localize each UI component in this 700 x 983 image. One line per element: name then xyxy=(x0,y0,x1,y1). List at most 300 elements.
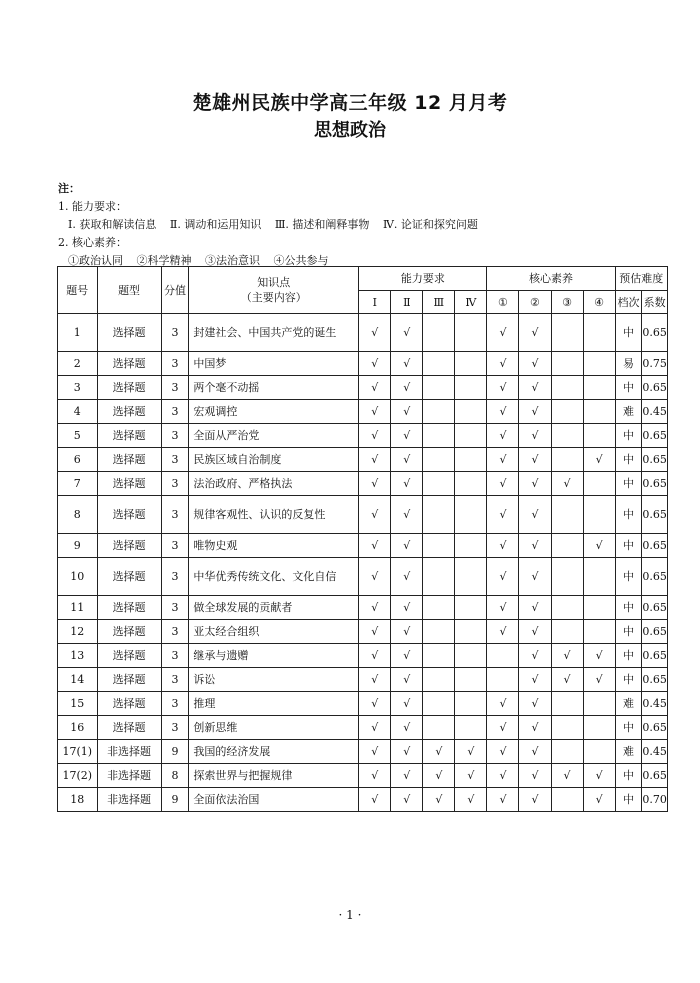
cell-ability-2: √ xyxy=(391,448,423,472)
table-row xyxy=(58,764,668,788)
cell-literacy-4: √ xyxy=(583,448,615,472)
cell-ability-3 xyxy=(423,376,455,400)
ability-item: Ⅳ. 论证和探究问题 xyxy=(382,218,478,231)
cell-literacy-1: √ xyxy=(487,620,519,644)
cell-ability-4 xyxy=(455,376,487,400)
cell-type: 选择题 xyxy=(97,448,161,472)
cell-ability-3 xyxy=(423,400,455,424)
cell-literacy-1: √ xyxy=(487,788,519,812)
table-row xyxy=(58,644,668,668)
header-difficulty: 预估难度 xyxy=(615,267,667,291)
cell-literacy-1: √ xyxy=(487,534,519,558)
cell-level: 中 xyxy=(615,596,642,620)
cell-ability-2: √ xyxy=(391,740,423,764)
cell-topic: 诉讼 xyxy=(189,668,359,692)
cell-type: 非选择题 xyxy=(97,788,161,812)
literacy-item: ①政治认同 xyxy=(68,254,123,267)
cell-ability-1: √ xyxy=(359,352,391,376)
cell-ability-2: √ xyxy=(391,692,423,716)
cell-literacy-3 xyxy=(551,692,583,716)
table-row xyxy=(58,496,668,534)
cell-literacy-4: √ xyxy=(583,644,615,668)
ability-item: Ⅲ. 描述和阐释事物 xyxy=(274,218,370,231)
notes-heading: 注： xyxy=(58,182,80,195)
cell-topic: 全面从严治党 xyxy=(189,424,359,448)
cell-ability-1: √ xyxy=(359,472,391,496)
cell-literacy-2: √ xyxy=(519,620,551,644)
cell-literacy-1: √ xyxy=(487,692,519,716)
cell-topic: 中国梦 xyxy=(189,352,359,376)
cell-level: 中 xyxy=(615,314,642,352)
header-ability-1: Ⅰ xyxy=(359,291,391,314)
cell-coefficient: 0.65 xyxy=(642,716,668,740)
cell-coefficient: 0.65 xyxy=(642,644,668,668)
header-ability: 能力要求 xyxy=(359,267,487,291)
cell-level: 中 xyxy=(615,376,642,400)
cell-ability-4: √ xyxy=(455,764,487,788)
cell-topic: 中华优秀传统文化、文化自信 xyxy=(189,558,359,596)
cell-ability-2: √ xyxy=(391,558,423,596)
cell-ability-4 xyxy=(455,558,487,596)
cell-coefficient: 0.65 xyxy=(642,496,668,534)
cell-type: 选择题 xyxy=(97,314,161,352)
cell-literacy-1: √ xyxy=(487,716,519,740)
cell-coefficient: 0.65 xyxy=(642,558,668,596)
cell-score: 8 xyxy=(161,764,189,788)
cell-literacy-1 xyxy=(487,644,519,668)
cell-ability-3 xyxy=(423,692,455,716)
cell-score: 3 xyxy=(161,496,189,534)
cell-ability-1: √ xyxy=(359,448,391,472)
table-row xyxy=(58,376,668,400)
cell-coefficient: 0.45 xyxy=(642,400,668,424)
header-literacy-3: ③ xyxy=(551,291,583,314)
cell-level: 难 xyxy=(615,400,642,424)
cell-literacy-2: √ xyxy=(519,352,551,376)
cell-number: 6 xyxy=(58,448,98,472)
cell-type: 选择题 xyxy=(97,496,161,534)
cell-literacy-1: √ xyxy=(487,314,519,352)
cell-ability-1: √ xyxy=(359,400,391,424)
cell-ability-4 xyxy=(455,472,487,496)
cell-ability-4 xyxy=(455,448,487,472)
cell-score: 3 xyxy=(161,472,189,496)
cell-ability-2: √ xyxy=(391,644,423,668)
cell-ability-1: √ xyxy=(359,424,391,448)
cell-level: 中 xyxy=(615,448,642,472)
header-literacy-4: ④ xyxy=(583,291,615,314)
table-row xyxy=(58,472,668,496)
cell-literacy-4 xyxy=(583,496,615,534)
cell-topic: 做全球发展的贡献者 xyxy=(189,596,359,620)
literacy-item: ②科学精神 xyxy=(136,254,192,267)
literacy-item: ④公共参与 xyxy=(273,254,329,267)
cell-number: 10 xyxy=(58,558,98,596)
cell-number: 2 xyxy=(58,352,98,376)
cell-coefficient: 0.65 xyxy=(642,376,668,400)
cell-literacy-4 xyxy=(583,472,615,496)
cell-type: 非选择题 xyxy=(97,740,161,764)
cell-ability-3 xyxy=(423,716,455,740)
cell-ability-3 xyxy=(423,620,455,644)
cell-literacy-1 xyxy=(487,668,519,692)
exam-spec-table xyxy=(57,266,668,812)
cell-number: 12 xyxy=(58,620,98,644)
cell-level: 中 xyxy=(615,496,642,534)
cell-literacy-3 xyxy=(551,620,583,644)
cell-coefficient: 0.65 xyxy=(642,534,668,558)
table-row xyxy=(58,448,668,472)
notes-item-literacy: 2. 核心素养： xyxy=(58,236,127,249)
cell-ability-4 xyxy=(455,596,487,620)
cell-literacy-4 xyxy=(583,314,615,352)
cell-ability-1: √ xyxy=(359,534,391,558)
cell-coefficient: 0.65 xyxy=(642,472,668,496)
cell-score: 3 xyxy=(161,352,189,376)
cell-ability-4 xyxy=(455,400,487,424)
cell-ability-2: √ xyxy=(391,472,423,496)
cell-score: 3 xyxy=(161,424,189,448)
cell-number: 18 xyxy=(58,788,98,812)
cell-literacy-4 xyxy=(583,596,615,620)
cell-ability-4 xyxy=(455,496,487,534)
cell-ability-2: √ xyxy=(391,620,423,644)
header-score: 分值 xyxy=(161,267,189,314)
cell-literacy-4 xyxy=(583,620,615,644)
cell-type: 选择题 xyxy=(97,534,161,558)
cell-literacy-3 xyxy=(551,596,583,620)
cell-number: 8 xyxy=(58,496,98,534)
table-row xyxy=(58,352,668,376)
cell-ability-1: √ xyxy=(359,644,391,668)
header-literacy-1: ① xyxy=(487,291,519,314)
cell-type: 选择题 xyxy=(97,400,161,424)
cell-literacy-1: √ xyxy=(487,424,519,448)
cell-literacy-3 xyxy=(551,424,583,448)
cell-ability-1: √ xyxy=(359,496,391,534)
cell-number: 4 xyxy=(58,400,98,424)
cell-literacy-3 xyxy=(551,558,583,596)
cell-topic: 宏观调控 xyxy=(189,400,359,424)
notes-item-ability: 1. 能力要求： xyxy=(58,200,127,213)
cell-number: 14 xyxy=(58,668,98,692)
cell-topic: 唯物史观 xyxy=(189,534,359,558)
cell-literacy-4: √ xyxy=(583,668,615,692)
cell-ability-1: √ xyxy=(359,376,391,400)
cell-score: 3 xyxy=(161,716,189,740)
cell-ability-4 xyxy=(455,424,487,448)
table-row xyxy=(58,668,668,692)
cell-number: 5 xyxy=(58,424,98,448)
cell-literacy-3 xyxy=(551,788,583,812)
table-row xyxy=(58,740,668,764)
cell-literacy-3: √ xyxy=(551,764,583,788)
cell-ability-2: √ xyxy=(391,352,423,376)
ability-item: Ⅱ. 调动和运用知识 xyxy=(169,218,262,231)
cell-ability-3 xyxy=(423,352,455,376)
cell-literacy-2: √ xyxy=(519,496,551,534)
cell-literacy-3: √ xyxy=(551,668,583,692)
cell-ability-2: √ xyxy=(391,376,423,400)
cell-level: 中 xyxy=(615,534,642,558)
cell-ability-2: √ xyxy=(391,596,423,620)
cell-literacy-1: √ xyxy=(487,448,519,472)
cell-level: 中 xyxy=(615,472,642,496)
cell-ability-4 xyxy=(455,352,487,376)
cell-level: 中 xyxy=(615,668,642,692)
cell-score: 3 xyxy=(161,692,189,716)
header-ability-2: Ⅱ xyxy=(391,291,423,314)
cell-ability-1: √ xyxy=(359,692,391,716)
cell-ability-3 xyxy=(423,596,455,620)
cell-level: 中 xyxy=(615,424,642,448)
cell-literacy-2: √ xyxy=(519,740,551,764)
cell-topic: 亚太经合组织 xyxy=(189,620,359,644)
cell-literacy-3: √ xyxy=(551,644,583,668)
cell-ability-3 xyxy=(423,668,455,692)
cell-ability-2: √ xyxy=(391,716,423,740)
cell-level: 中 xyxy=(615,558,642,596)
cell-number: 15 xyxy=(58,692,98,716)
header-ability-4: Ⅳ xyxy=(455,291,487,314)
cell-score: 3 xyxy=(161,644,189,668)
cell-literacy-3 xyxy=(551,740,583,764)
header-ability-3: Ⅲ xyxy=(423,291,455,314)
cell-topic: 推理 xyxy=(189,692,359,716)
cell-literacy-4: √ xyxy=(583,534,615,558)
cell-coefficient: 0.45 xyxy=(642,692,668,716)
cell-score: 3 xyxy=(161,400,189,424)
cell-ability-3 xyxy=(423,534,455,558)
cell-coefficient: 0.65 xyxy=(642,620,668,644)
page-title: 楚雄州民族中学高三年级 12 月月考 xyxy=(192,92,508,114)
cell-score: 9 xyxy=(161,788,189,812)
cell-literacy-2: √ xyxy=(519,376,551,400)
cell-ability-2: √ xyxy=(391,764,423,788)
table-row xyxy=(58,788,668,812)
cell-ability-2: √ xyxy=(391,788,423,812)
table-header-row xyxy=(58,267,668,291)
cell-score: 3 xyxy=(161,448,189,472)
cell-score: 3 xyxy=(161,534,189,558)
cell-ability-3: √ xyxy=(423,788,455,812)
ability-list xyxy=(58,216,478,234)
table-row xyxy=(58,716,668,740)
cell-ability-4 xyxy=(455,620,487,644)
cell-literacy-2: √ xyxy=(519,596,551,620)
cell-ability-1: √ xyxy=(359,596,391,620)
cell-coefficient: 0.45 xyxy=(642,740,668,764)
cell-ability-2: √ xyxy=(391,400,423,424)
header-type: 题型 xyxy=(97,267,161,314)
cell-ability-3 xyxy=(423,496,455,534)
cell-literacy-2: √ xyxy=(519,668,551,692)
cell-ability-4 xyxy=(455,534,487,558)
cell-number: 9 xyxy=(58,534,98,558)
cell-literacy-2: √ xyxy=(519,764,551,788)
cell-type: 选择题 xyxy=(97,596,161,620)
cell-type: 选择题 xyxy=(97,424,161,448)
cell-ability-4 xyxy=(455,668,487,692)
cell-number: 16 xyxy=(58,716,98,740)
cell-literacy-1: √ xyxy=(487,596,519,620)
ability-item: Ⅰ. 获取和解读信息 xyxy=(68,218,157,231)
cell-literacy-1: √ xyxy=(487,352,519,376)
cell-ability-3 xyxy=(423,558,455,596)
header-literacy-2: ② xyxy=(519,291,551,314)
table-row xyxy=(58,620,668,644)
cell-literacy-2: √ xyxy=(519,314,551,352)
cell-literacy-2: √ xyxy=(519,448,551,472)
cell-type: 选择题 xyxy=(97,376,161,400)
cell-ability-1: √ xyxy=(359,668,391,692)
cell-score: 3 xyxy=(161,620,189,644)
cell-level: 难 xyxy=(615,740,642,764)
cell-literacy-3 xyxy=(551,716,583,740)
cell-literacy-4 xyxy=(583,424,615,448)
cell-literacy-3 xyxy=(551,448,583,472)
cell-level: 易 xyxy=(615,352,642,376)
cell-literacy-3 xyxy=(551,534,583,558)
cell-literacy-2: √ xyxy=(519,644,551,668)
cell-literacy-1: √ xyxy=(487,400,519,424)
cell-type: 选择题 xyxy=(97,668,161,692)
cell-topic: 全面依法治国 xyxy=(189,788,359,812)
cell-score: 3 xyxy=(161,314,189,352)
cell-topic: 探索世界与把握规律 xyxy=(189,764,359,788)
header-knowledge-label: 知识点 xyxy=(257,276,291,289)
notes-section xyxy=(58,180,478,270)
cell-type: 选择题 xyxy=(97,352,161,376)
cell-literacy-2: √ xyxy=(519,472,551,496)
cell-level: 中 xyxy=(615,788,642,812)
header-level: 档次 xyxy=(615,291,642,314)
cell-number: 1 xyxy=(58,314,98,352)
cell-literacy-1: √ xyxy=(487,376,519,400)
cell-number: 17(2) xyxy=(58,764,98,788)
cell-level: 中 xyxy=(615,620,642,644)
cell-type: 非选择题 xyxy=(97,764,161,788)
cell-number: 3 xyxy=(58,376,98,400)
cell-literacy-3 xyxy=(551,376,583,400)
cell-ability-3: √ xyxy=(423,740,455,764)
cell-score: 3 xyxy=(161,376,189,400)
header-literacy: 核心素养 xyxy=(487,267,615,291)
header-number: 题号 xyxy=(58,267,98,314)
cell-type: 选择题 xyxy=(97,716,161,740)
table-row xyxy=(58,400,668,424)
cell-level: 中 xyxy=(615,764,642,788)
cell-ability-4 xyxy=(455,314,487,352)
cell-topic: 继承与遗赠 xyxy=(189,644,359,668)
cell-coefficient: 0.70 xyxy=(642,788,668,812)
table-body xyxy=(58,314,668,812)
cell-literacy-2: √ xyxy=(519,716,551,740)
cell-topic: 规律客观性、认识的反复性 xyxy=(189,496,359,534)
cell-topic: 两个毫不动摇 xyxy=(189,376,359,400)
cell-literacy-2: √ xyxy=(519,558,551,596)
cell-score: 3 xyxy=(161,668,189,692)
cell-ability-3 xyxy=(423,424,455,448)
cell-ability-3 xyxy=(423,472,455,496)
cell-literacy-1: √ xyxy=(487,558,519,596)
cell-number: 11 xyxy=(58,596,98,620)
cell-ability-1: √ xyxy=(359,716,391,740)
cell-literacy-4 xyxy=(583,740,615,764)
cell-literacy-3 xyxy=(551,314,583,352)
cell-literacy-4: √ xyxy=(583,788,615,812)
cell-topic: 民族区域自治制度 xyxy=(189,448,359,472)
cell-ability-3: √ xyxy=(423,764,455,788)
cell-literacy-4 xyxy=(583,692,615,716)
cell-number: 17(1) xyxy=(58,740,98,764)
cell-ability-1: √ xyxy=(359,314,391,352)
cell-score: 9 xyxy=(161,740,189,764)
cell-ability-4: √ xyxy=(455,788,487,812)
cell-ability-1: √ xyxy=(359,764,391,788)
header-coefficient: 系数 xyxy=(642,291,668,314)
cell-literacy-1: √ xyxy=(487,764,519,788)
cell-topic: 我国的经济发展 xyxy=(189,740,359,764)
cell-literacy-2: √ xyxy=(519,424,551,448)
cell-ability-3 xyxy=(423,314,455,352)
cell-coefficient: 0.75 xyxy=(642,352,668,376)
cell-literacy-2: √ xyxy=(519,400,551,424)
cell-type: 选择题 xyxy=(97,558,161,596)
cell-coefficient: 0.65 xyxy=(642,764,668,788)
cell-level: 中 xyxy=(615,716,642,740)
cell-literacy-3 xyxy=(551,496,583,534)
cell-ability-2: √ xyxy=(391,534,423,558)
cell-ability-1: √ xyxy=(359,788,391,812)
cell-literacy-3 xyxy=(551,352,583,376)
cell-literacy-2: √ xyxy=(519,534,551,558)
table-row xyxy=(58,424,668,448)
cell-ability-2: √ xyxy=(391,424,423,448)
cell-level: 中 xyxy=(615,644,642,668)
cell-type: 选择题 xyxy=(97,692,161,716)
literacy-item: ③法治意识 xyxy=(205,254,260,267)
cell-topic: 法治政府、严格执法 xyxy=(189,472,359,496)
cell-literacy-4 xyxy=(583,376,615,400)
cell-level: 难 xyxy=(615,692,642,716)
cell-number: 13 xyxy=(58,644,98,668)
cell-score: 3 xyxy=(161,596,189,620)
cell-type: 选择题 xyxy=(97,644,161,668)
cell-ability-2: √ xyxy=(391,496,423,534)
cell-ability-4 xyxy=(455,692,487,716)
page-number: · 1 · xyxy=(338,908,362,922)
header-knowledge xyxy=(189,267,359,314)
cell-literacy-4 xyxy=(583,352,615,376)
cell-literacy-1: √ xyxy=(487,740,519,764)
cell-ability-4: √ xyxy=(455,740,487,764)
cell-type: 选择题 xyxy=(97,620,161,644)
header-knowledge-sub: （主要内容） xyxy=(240,291,307,304)
page-subtitle: 思想政治 xyxy=(314,120,386,141)
table-row xyxy=(58,314,668,352)
cell-literacy-3: √ xyxy=(551,472,583,496)
cell-literacy-2: √ xyxy=(519,788,551,812)
table-row xyxy=(58,558,668,596)
cell-literacy-4 xyxy=(583,400,615,424)
table-row xyxy=(58,692,668,716)
cell-ability-2: √ xyxy=(391,668,423,692)
cell-coefficient: 0.65 xyxy=(642,668,668,692)
cell-score: 3 xyxy=(161,558,189,596)
cell-coefficient: 0.65 xyxy=(642,314,668,352)
cell-coefficient: 0.65 xyxy=(642,424,668,448)
